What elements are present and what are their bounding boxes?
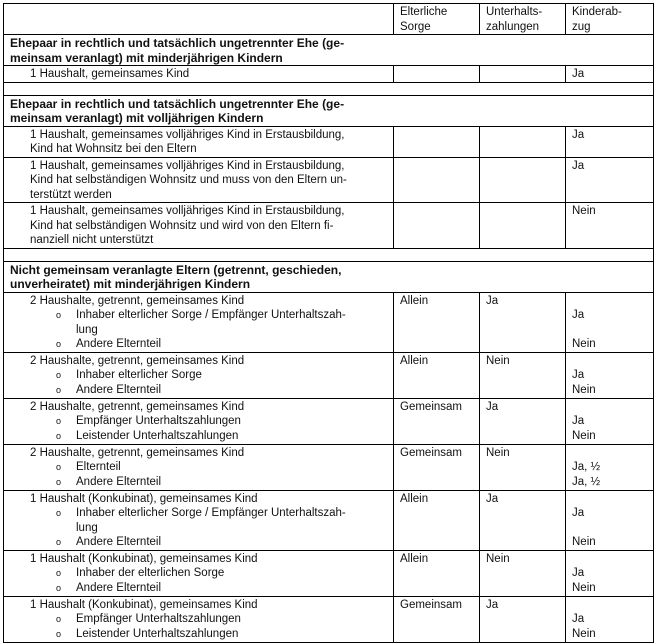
header-kinderabzug [566,4,654,35]
kinderabzug-value: Ja [572,68,585,80]
case-cell [4,66,394,83]
case-text: 2 Haushalte, getrennt, gemeinsames Kind [30,446,245,459]
party-list [10,368,393,397]
header-text: Kinderab- [572,6,622,18]
circle-bullet-icon: o [56,370,62,380]
case-cell [4,157,394,203]
kinderabzug-cell [566,292,654,352]
party-item [56,308,393,337]
party-list [10,506,393,550]
kinderabzug-value: Ja [572,128,585,141]
kinderabzug-cell [566,126,654,157]
elterliche-sorge-cell [394,157,480,203]
table-row [4,596,654,642]
unterhalt-cell: Ja [480,490,566,550]
table-row [4,398,654,444]
party-item [56,383,393,398]
party-list [10,308,393,352]
section-header-row [4,95,654,126]
kinderabzug-cell [566,444,654,490]
table-row [4,157,654,203]
unterhalt-cell: Ja [480,398,566,444]
header-text: Elterliche [400,6,448,18]
kinderabzug-value: Ja, ½ [572,461,601,473]
kinderabzug-value: Ja [572,507,585,519]
elterliche-sorge-cell: Allein [394,292,480,352]
party-text: lung [76,323,98,336]
party-text: lung [76,521,98,534]
unterhalt-cell: Nein [480,550,566,596]
circle-bullet-icon: o [56,462,62,472]
section-title [4,35,654,66]
circle-bullet-icon: o [56,310,62,320]
case-cell [4,203,394,249]
elterliche-sorge-cell [394,203,480,249]
elterliche-sorge-cell [394,66,480,83]
header-unterhaltszahlungen [480,4,566,35]
kinderabzug-cell [566,596,654,642]
case-text: 1 Haushalt (Konkubinat), gemeinsames Kind [30,492,258,505]
party-item [56,566,393,581]
case-text: terstützt werden [30,188,112,201]
case-text: nanziell nicht unterstützt [30,234,154,246]
table-row [4,203,654,249]
party-text: Empfänger Unterhaltszahlungen [76,415,241,427]
party-text: Andere Elternteil [76,338,162,350]
kinderabzug-cell [566,352,654,398]
kinderabzug-value: Ja [572,159,585,172]
child-deduction-table [3,3,654,643]
case-cell [4,490,394,550]
case-cell [4,126,394,157]
party-text: Andere Elternteil [76,536,162,548]
elterliche-sorge-cell: Gemeinsam [394,444,480,490]
party-text: Inhaber elterlicher Sorge [76,369,202,381]
unterhalt-cell: Ja [480,596,566,642]
kinderabzug-value: Nein [572,383,596,396]
party-item [56,581,393,596]
kinderabzug-value: Nein [572,627,596,640]
party-item [56,506,393,535]
elterliche-sorge-cell: Gemeinsam [394,596,480,642]
section-title-line: meinsam veranlagt) mit minderjährigen Kindern [10,50,283,65]
section-title [4,95,654,126]
circle-bullet-icon: o [56,384,62,395]
header-case [4,4,394,35]
kinderabzug-cell [566,66,654,83]
kinderabzug-value: Ja [572,567,585,579]
case-text: 1 Haushalt, gemeinsames Kind [30,68,190,80]
party-item [56,612,393,627]
circle-bullet-icon: o [56,476,62,487]
unterhalt-cell [480,66,566,83]
circle-bullet-icon: o [56,537,62,547]
party-list [10,612,393,641]
section-title-line: meinsam veranlagt) mit volljährigen Kindern [10,111,264,125]
party-text: Andere Elternteil [76,475,162,488]
header-elterliche-sorge [394,4,480,35]
case-text: Kind hat selbständigen Wohnsitz und wird von den Eltern fi- [30,219,334,232]
party-item [56,337,393,352]
section-header-row [4,261,654,292]
case-text: Kind hat Wohnsitz bei den Eltern [30,143,197,155]
table-row [4,126,654,157]
section-title-line: unverheiratet) mit minderjährigen Kindern [10,277,251,291]
table-row [4,352,654,398]
party-text: Elternteil [76,461,121,473]
kinderabzug-value: Ja [572,613,585,625]
kinderabzug-value: Nein [572,338,596,350]
party-text: Inhaber der elterlichen Sorge [76,567,225,579]
case-text: 1 Haushalt (Konkubinat), gemeinsames Kind [30,552,258,565]
party-list [10,566,393,595]
party-text: Leistender Unterhaltszahlungen [76,429,239,442]
kinderabzug-value: Ja [572,369,585,381]
circle-bullet-icon: o [56,508,62,518]
party-list [10,414,393,443]
kinderabzug-value: Ja [572,415,585,427]
circle-bullet-icon: o [56,614,62,624]
party-text: Andere Elternteil [76,581,162,594]
party-item [56,368,393,383]
circle-bullet-icon: o [56,582,62,593]
header-text: zug [572,20,591,33]
party-list [10,460,393,489]
party-item [56,414,393,429]
header-row [4,4,654,35]
kinderabzug-value: Nein [572,429,596,442]
section-title-line: Nicht gemeinsam veranlagte Eltern (getrennt, geschieden, [10,262,342,277]
spacer-cell [4,248,654,261]
case-text: 1 Haushalt (Konkubinat), gemeinsames Kind [30,598,258,611]
party-item [56,460,393,475]
party-text: Leistender Unterhaltszahlungen [76,627,239,640]
header-text: Unterhalts- [486,6,543,18]
kinderabzug-cell [566,550,654,596]
elterliche-sorge-cell [394,126,480,157]
case-text: 2 Haushalte, getrennt, gemeinsames Kind [30,354,245,367]
case-cell [4,444,394,490]
spacer-row [4,82,654,95]
kinderabzug-value: Nein [572,536,596,548]
circle-bullet-icon: o [56,568,62,578]
unterhalt-cell: Ja [480,292,566,352]
kinderabzug-value: Ja, ½ [572,475,601,488]
case-text: Kind hat selbständigen Wohnsitz und muss von den Eltern un- [30,174,347,186]
kinderabzug-cell [566,490,654,550]
unterhalt-cell: Nein [480,352,566,398]
party-text: Inhaber elterlicher Sorge / Empfänger Unterhaltszah- [76,507,346,519]
party-text: Inhaber elterlicher Sorge / Empfänger Unterhaltszah- [76,309,346,321]
elterliche-sorge-cell: Allein [394,352,480,398]
section-title [4,261,654,292]
table-row [4,292,654,352]
kinderabzug-value: Ja [572,309,585,321]
kinderabzug-cell [566,157,654,203]
party-item [56,627,393,642]
table-row [4,550,654,596]
unterhalt-cell [480,203,566,249]
unterhalt-cell [480,126,566,157]
table-row [4,490,654,550]
header-text: Sorge [400,20,431,33]
spacer-cell [4,82,654,95]
case-text: 2 Haushalte, getrennt, gemeinsames Kind [30,294,245,307]
party-item [56,475,393,490]
case-text: 2 Haushalte, getrennt, gemeinsames Kind [30,400,245,413]
table-row [4,66,654,83]
kinderabzug-cell [566,203,654,249]
kinderabzug-cell [566,398,654,444]
elterliche-sorge-cell: Allein [394,490,480,550]
circle-bullet-icon: o [56,416,62,426]
case-text: 1 Haushalt, gemeinsames volljähriges Kind in Erstausbildung, [30,128,345,141]
party-item [56,535,393,550]
header-text: zahlungen [486,20,540,33]
table-row [4,444,654,490]
case-cell [4,352,394,398]
circle-bullet-icon: o [56,339,62,349]
case-cell [4,292,394,352]
case-text: 1 Haushalt, gemeinsames volljähriges Kind in Erstausbildung, [30,159,345,172]
kinderabzug-value: Nein [572,205,596,217]
kinderabzug-value: Nein [572,581,596,594]
circle-bullet-icon: o [56,430,62,441]
unterhalt-cell: Nein [480,444,566,490]
case-cell [4,596,394,642]
party-text: Empfänger Unterhaltszahlungen [76,613,241,625]
party-text: Andere Elternteil [76,383,162,396]
circle-bullet-icon: o [56,628,62,639]
unterhalt-cell [480,157,566,203]
case-text: 1 Haushalt, gemeinsames volljähriges Kind in Erstausbildung, [30,205,345,217]
section-title-line: Ehepaar in rechtlich und tatsächlich ungetrennter Ehe (ge- [10,96,345,111]
case-cell [4,550,394,596]
elterliche-sorge-cell: Allein [394,550,480,596]
section-header-row [4,35,654,66]
elterliche-sorge-cell: Gemeinsam [394,398,480,444]
spacer-row [4,248,654,261]
section-title-line: Ehepaar in rechtlich und tatsächlich ungetrennter Ehe (ge- [10,36,345,50]
party-item [56,429,393,444]
case-cell [4,398,394,444]
